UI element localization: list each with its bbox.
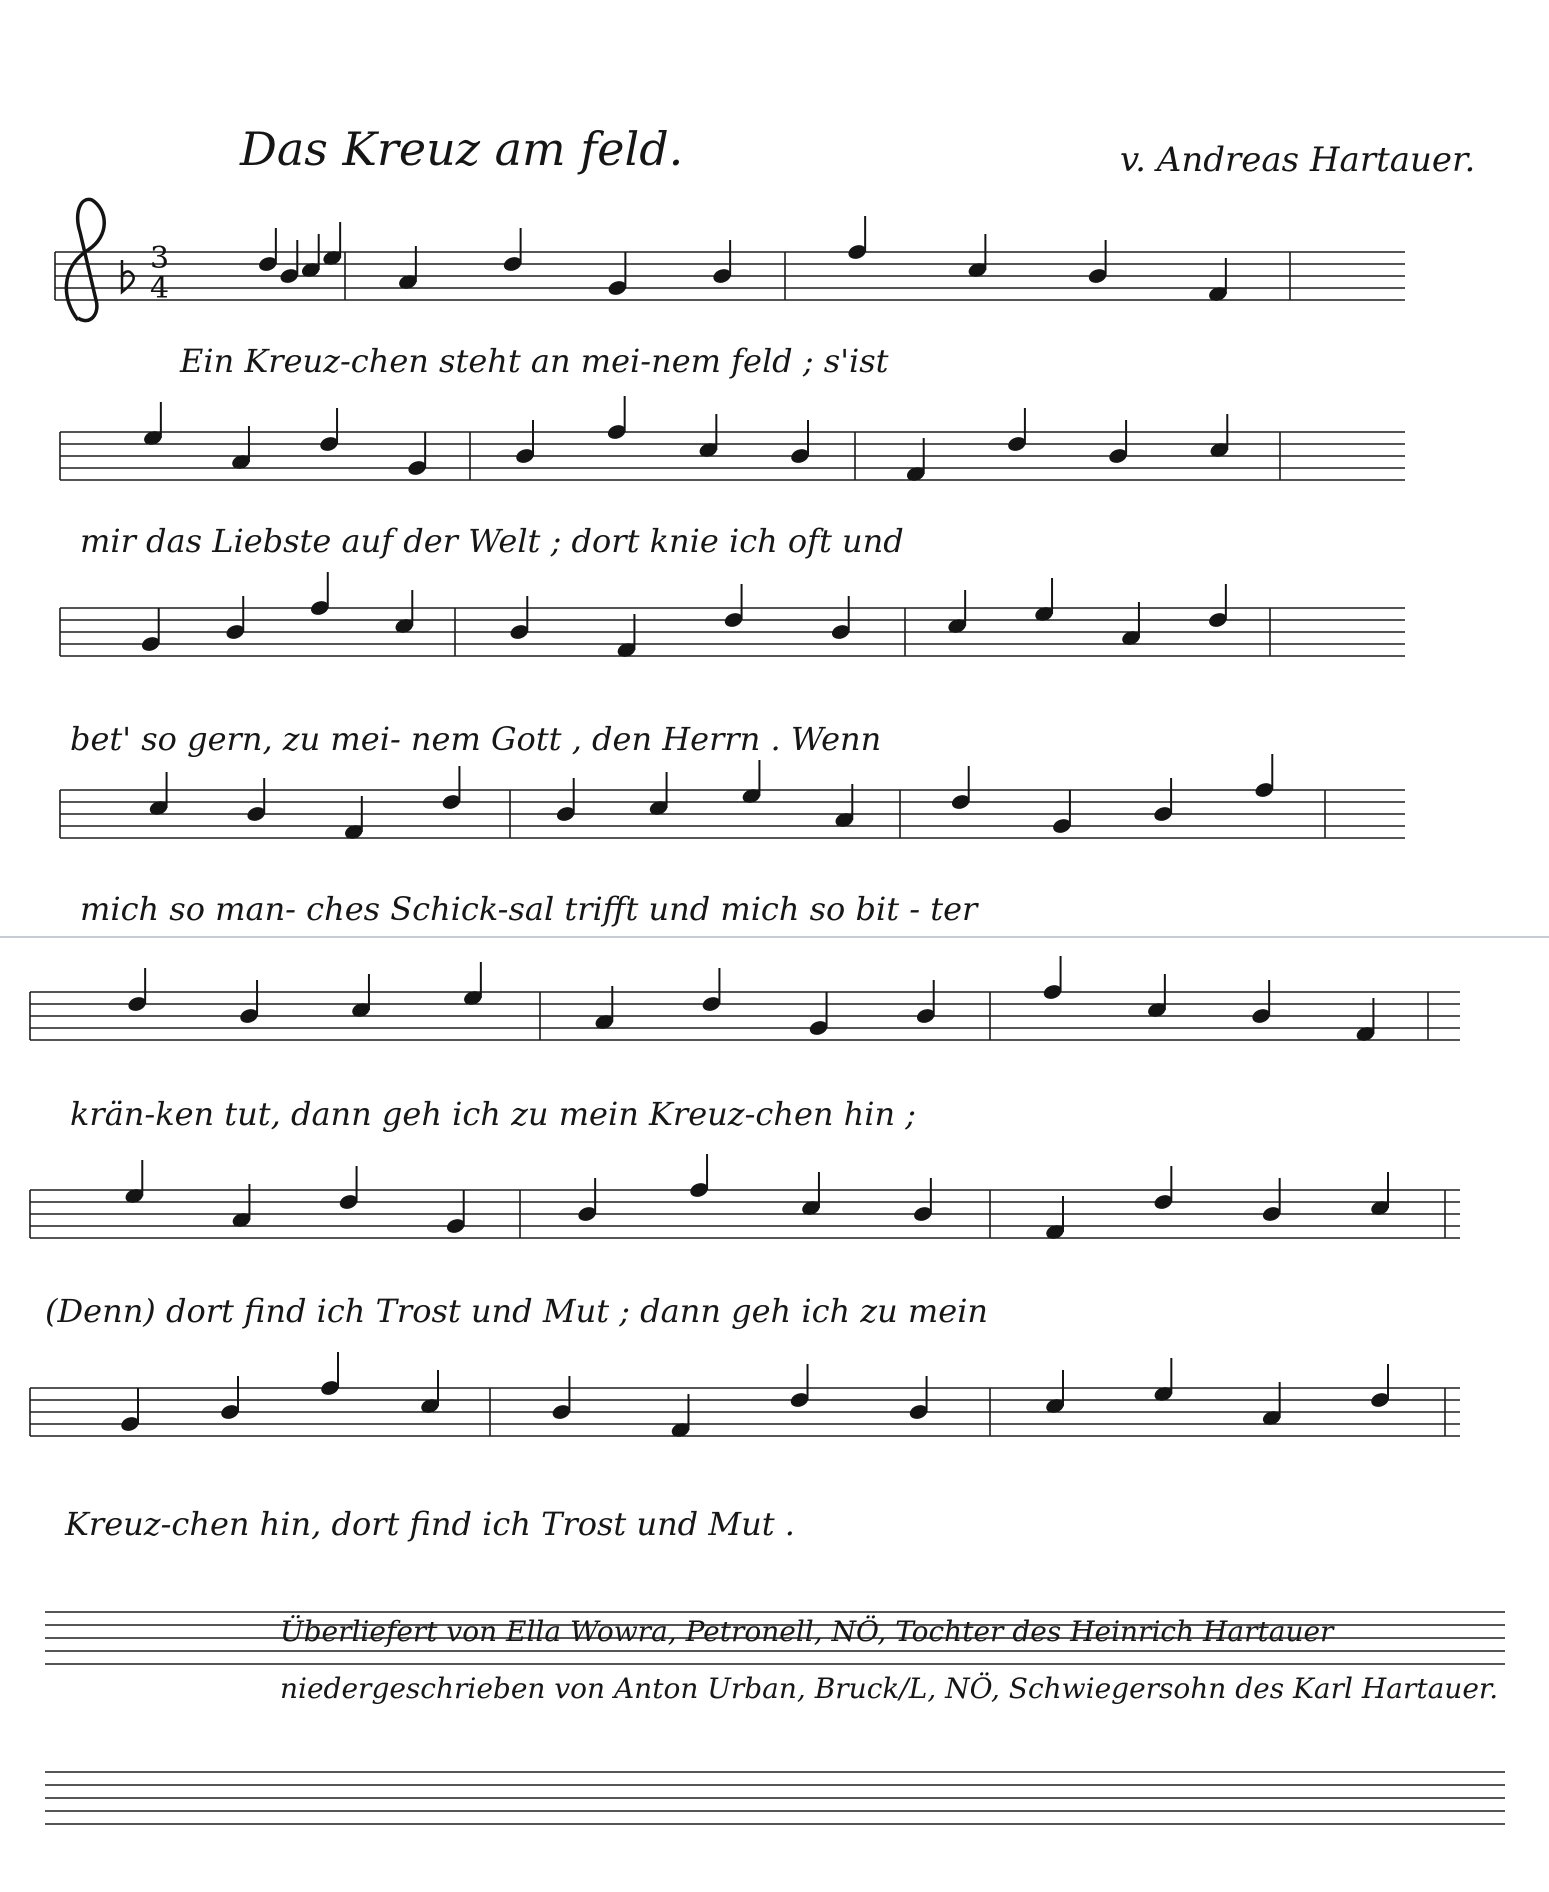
transcription-note: niedergeschrieben von Anton Urban, Bruck/L, NÖ, Schwiegersohn des Karl Hartauer. (280, 1672, 1499, 1705)
lyric-line-3: bet' so gern, zu mei- nem Gott , den Herrn . Wenn (70, 720, 882, 758)
lyric-line-1: Ein Kreuz-chen steht an mei-nem feld ; s'ist (180, 342, 889, 380)
song-title: Das Kreuz am feld. (240, 122, 684, 176)
note-heads (119, 216, 1390, 1439)
transmission-note: Überliefert von Ella Wowra, Petronell, NÖ, Tochter des Heinrich Hartauer (280, 1615, 1334, 1648)
time-signature-top: 3 (150, 241, 170, 276)
lyric-line-5: krän-ken tut, dann geh ich zu mein Kreuz-chen hin ; (70, 1095, 917, 1133)
page-fold-line (0, 936, 1549, 938)
composer-credit: v. Andreas Hartauer. (1120, 140, 1476, 180)
clef-and-signature (66, 199, 169, 320)
treble-clef (66, 199, 104, 320)
lyric-line-7: Kreuz-chen hin, dort find ich Trost und Mut . (65, 1505, 795, 1543)
lyric-line-6: (Denn) dort find ich Trost und Mut ; dann geh ich zu mein (45, 1292, 989, 1330)
staves (30, 252, 1505, 1824)
lyric-line-2: mir das Liebste auf der Welt ; dort knie ich oft und (80, 522, 904, 560)
time-signature-bottom: 4 (150, 271, 170, 306)
lyric-line-4: mich so man- ches Schick-sal trifft und mich so bit - ter (80, 890, 978, 928)
